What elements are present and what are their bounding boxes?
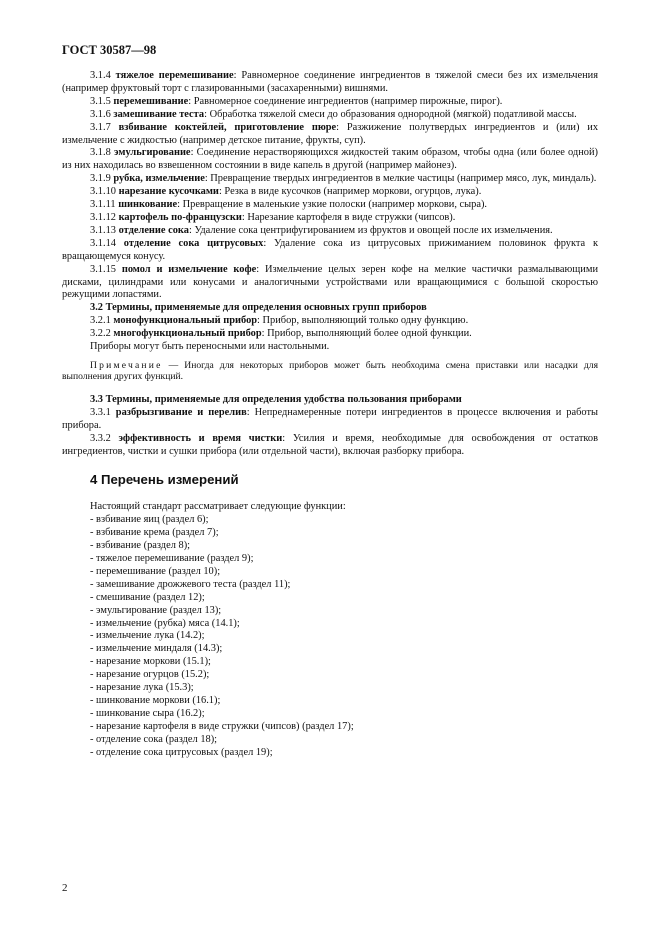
term-number: 3.1.14 bbox=[90, 237, 116, 249]
term-paragraph bbox=[62, 328, 598, 341]
term-name: шинкование bbox=[118, 199, 178, 211]
functions-list bbox=[62, 514, 598, 759]
list-item: - нарезание картофеля в виде стружки (чипсов) (раздел 17); bbox=[90, 720, 354, 732]
list-item: - замешивание дрожжевого теста (раздел 11); bbox=[90, 578, 291, 590]
section-4-heading: 4 Перечень измерений bbox=[90, 472, 239, 488]
list-item: - эмульгирование (раздел 13); bbox=[90, 604, 222, 616]
document-body bbox=[62, 70, 598, 760]
section-3-1-terms bbox=[62, 70, 598, 302]
term-number: 3.2.2 bbox=[90, 328, 111, 340]
note-label: Примечание bbox=[90, 359, 163, 371]
document-header: ГОСТ 30587—98 bbox=[62, 43, 157, 57]
term-paragraph bbox=[62, 315, 598, 328]
term-number: 3.1.9 bbox=[90, 173, 111, 185]
list-item: - отделение сока (раздел 18); bbox=[90, 733, 218, 745]
term-paragraph bbox=[62, 96, 598, 109]
section-3-2-heading: 3.2 Термины, применяемые для определения основных групп приборов bbox=[90, 302, 427, 314]
section-3-3-terms bbox=[62, 407, 598, 459]
term-number: 3.3.1 bbox=[90, 406, 111, 418]
term-paragraph bbox=[62, 70, 598, 96]
term-name: тяжелое перемешивание bbox=[115, 70, 234, 81]
section-3-2-terms bbox=[62, 315, 598, 341]
term-definition: : Измельчение целых зерен кофе на мелкие частички размалывающими дисками, цилиндрами или конусами и аналогичными устройствами или вращающимися с большой скоростью режущими лопастями. bbox=[62, 263, 599, 301]
list-item: - смешивание (раздел 12); bbox=[90, 591, 205, 603]
term-name: взбивание коктейлей, приготовление пюре bbox=[118, 121, 337, 133]
term-definition: : Прибор, выполняющий только одну функцию. bbox=[257, 315, 469, 327]
term-paragraph bbox=[62, 212, 598, 225]
term-paragraph bbox=[62, 147, 598, 173]
term-name: монофункциональный прибор bbox=[113, 315, 258, 327]
term-definition: : Непреднамеренные потери ингредиентов в процессе включения и работы прибора. bbox=[62, 406, 598, 431]
term-name: многофункциональный прибор bbox=[113, 328, 262, 340]
term-definition: : Удаление сока центрифугированием из фруктов и овощей после их измельчения. bbox=[188, 224, 553, 236]
list-item: - перемешивание (раздел 10); bbox=[90, 565, 221, 577]
term-name: отделение сока цитрусовых bbox=[123, 237, 264, 249]
term-number: 3.1.5 bbox=[90, 95, 111, 107]
term-definition: : Равномерное соединение ингредиентов в тяжелой смеси без их измельчения (например фруктовый торт с глазированными (засахаренными) вишнями. bbox=[62, 70, 598, 94]
term-definition: : Резка в виде кусочков (например моркови, огурцов, лука). bbox=[218, 186, 482, 198]
term-definition: : Превращение в маленькие узкие полоски (например моркови, сыра). bbox=[177, 199, 488, 211]
term-definition: : Разжижение полутвердых ингредиентов и (или) их измельчение с жидкостью (например детское питание, фрукты, суп). bbox=[62, 121, 599, 146]
section-3-3-heading: 3.3 Термины, применяемые для определения удобства пользования приборами bbox=[90, 393, 462, 405]
term-definition: : Прибор, выполняющий более одной функции. bbox=[261, 328, 472, 340]
list-item: - взбивание яиц (раздел 6); bbox=[90, 514, 209, 526]
term-number: 3.1.12 bbox=[90, 211, 116, 223]
list-item: - взбивание крема (раздел 7); bbox=[90, 527, 219, 539]
list-item: - нарезание огурцов (15.2); bbox=[90, 669, 210, 681]
list-item: - измельчение лука (14.2); bbox=[90, 630, 205, 642]
term-name: замешивание теста bbox=[113, 108, 205, 120]
list-item: - нарезание моркови (15.1); bbox=[90, 656, 211, 668]
term-number: 3.1.13 bbox=[90, 224, 116, 236]
list-item: - отделение сока цитрусовых (раздел 19); bbox=[90, 746, 273, 758]
term-paragraph bbox=[62, 186, 598, 199]
term-paragraph bbox=[62, 109, 598, 122]
term-definition: : Усилия и время, необходимые для освобождения от остатков ингредиентов, чистки и сушки прибора (или отдельной части), включая разборку прибора. bbox=[62, 432, 598, 457]
term-name: эффективность и время чистки bbox=[118, 432, 283, 444]
note-text: — Иногда для некоторых приборов может быть необходима смена приставки или насадки для выполнения других функций. bbox=[62, 359, 598, 383]
list-item: - шинкование моркови (16.1); bbox=[90, 694, 221, 706]
term-paragraph bbox=[62, 199, 598, 212]
term-name: перемешивание bbox=[113, 95, 189, 107]
term-name: помол и измельчение кофе bbox=[121, 263, 257, 275]
term-number: 3.1.4 bbox=[90, 70, 111, 81]
term-definition: : Соединение нерастворяющихся жидкостей таким образом, чтобы одна (или более одной) из них находилась во взвешенном состоянии в виде капель в другой (например майонез). bbox=[62, 147, 598, 172]
term-definition: : Обработка тяжелой смеси до образования однородной (мягкой) податливой массы. bbox=[204, 108, 577, 120]
list-item: - взбивание (раздел 8); bbox=[90, 540, 191, 552]
section-4-intro: Настоящий стандарт рассматривает следующие функции: bbox=[90, 501, 346, 513]
term-definition: : Превращение твердых ингредиентов в мелкие частицы (например мясо, лук, миндаль). bbox=[204, 173, 597, 185]
term-number: 3.1.11 bbox=[90, 199, 116, 211]
term-name: эмульгирование bbox=[114, 147, 191, 159]
page-number: 2 bbox=[62, 882, 68, 894]
term-name: рубка, измельчение bbox=[113, 173, 205, 185]
section-3-2-extra: Приборы могут быть переносными или настольными. bbox=[90, 341, 330, 353]
list-item: - тяжелое перемешивание (раздел 9); bbox=[90, 553, 254, 564]
term-paragraph bbox=[62, 264, 598, 303]
term-paragraph bbox=[62, 407, 598, 433]
term-paragraph bbox=[62, 225, 598, 238]
term-definition: : Удаление сока из цитрусовых прижиманием половинок фрукта к вращающемуся конусу. bbox=[62, 237, 598, 262]
term-paragraph bbox=[62, 122, 598, 148]
term-name: отделение сока bbox=[118, 224, 189, 236]
list-item: - измельчение миндаля (14.3); bbox=[90, 643, 223, 655]
term-number: 3.2.1 bbox=[90, 315, 111, 327]
term-number: 3.3.2 bbox=[90, 432, 111, 444]
term-name: разбрызгивание и перелив bbox=[115, 406, 247, 418]
term-name: картофель по-французски bbox=[118, 211, 242, 223]
list-item: - шинкование сыра (16.2); bbox=[90, 707, 205, 719]
term-definition: : Равномерное соединение ингредиентов (например пирожные, пирог). bbox=[188, 95, 503, 107]
term-number: 3.1.6 bbox=[90, 108, 111, 120]
term-definition: : Нарезание картофеля в виде стружки (чипсов). bbox=[241, 211, 456, 223]
term-number: 3.1.15 bbox=[90, 263, 116, 275]
term-paragraph bbox=[62, 173, 598, 186]
list-item: - измельчение (рубка) мяса (14.1); bbox=[90, 617, 240, 629]
note-paragraph bbox=[62, 360, 598, 383]
list-item: - нарезание лука (15.3); bbox=[90, 682, 194, 694]
term-number: 3.1.8 bbox=[90, 147, 111, 159]
term-number: 3.1.7 bbox=[90, 121, 111, 133]
term-paragraph bbox=[62, 433, 598, 459]
term-number: 3.1.10 bbox=[90, 186, 116, 198]
term-name: нарезание кусочками bbox=[118, 186, 219, 198]
term-paragraph bbox=[62, 238, 598, 264]
